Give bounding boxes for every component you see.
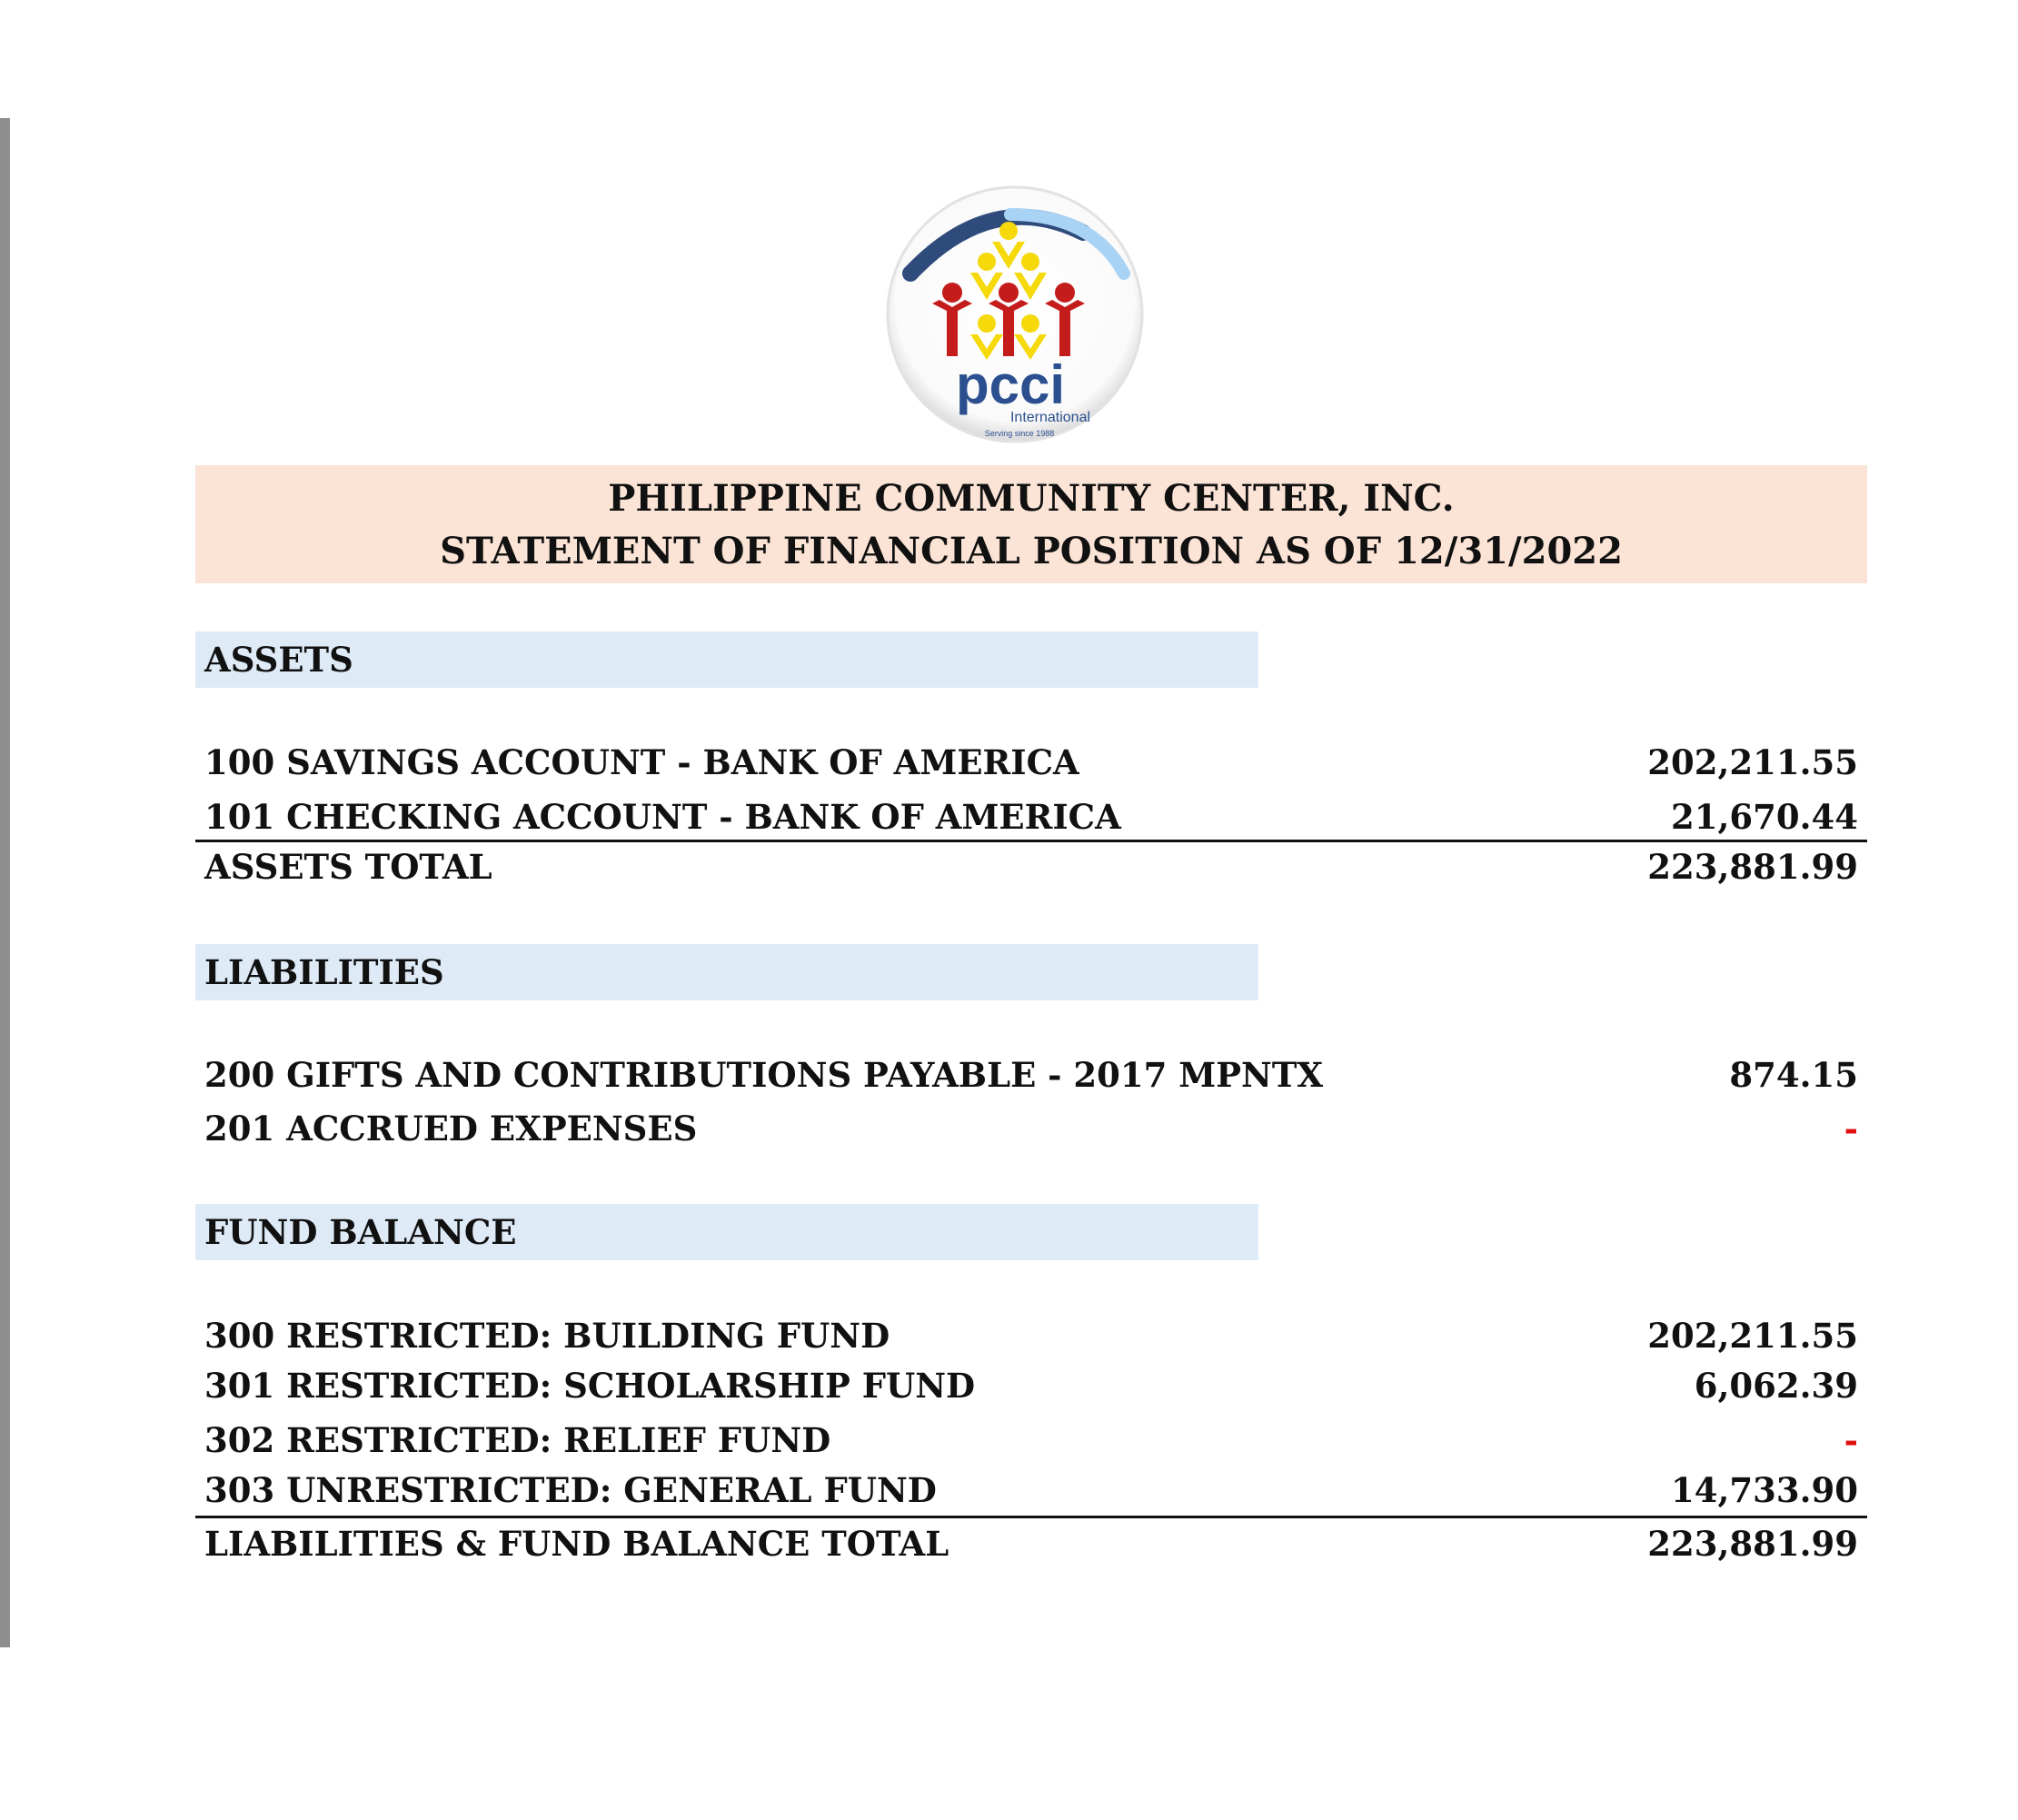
table-row	[195, 740, 1867, 785]
table-row	[195, 1363, 1867, 1408]
table-row	[195, 1417, 1867, 1463]
total-label: ASSETS TOTAL	[204, 847, 492, 887]
account-amount: 874.15	[1729, 1055, 1858, 1095]
account-amount: -	[1844, 1420, 1858, 1460]
account-amount: 202,211.55	[1647, 1316, 1858, 1356]
assets-heading: ASSETS	[195, 632, 1258, 688]
account-label: 101 CHECKING ACCOUNT - BANK OF AMERICA	[204, 797, 1121, 837]
total-rule	[195, 1516, 1867, 1518]
logo-tagline: Serving since 1988	[984, 429, 1055, 438]
statement-title: STATEMENT OF FINANCIAL POSITION AS OF 12/31/2022	[440, 530, 1623, 572]
account-amount: 21,670.44	[1671, 797, 1858, 837]
assets-total-row	[195, 844, 1867, 890]
logo-wordmark: pcci	[955, 354, 1066, 415]
account-label: 201 ACCRUED EXPENSES	[204, 1109, 698, 1149]
account-amount: -	[1844, 1109, 1858, 1149]
account-amount: 6,062.39	[1694, 1366, 1858, 1406]
table-row	[195, 794, 1867, 840]
account-label: 200 GIFTS AND CONTRIBUTIONS PAYABLE - 2017 MPNTX	[204, 1055, 1324, 1095]
pcci-logo	[874, 178, 1147, 451]
liabilities-fund-total-row	[195, 1521, 1867, 1566]
org-name: PHILIPPINE COMMUNITY CENTER, INC.	[608, 477, 1455, 520]
fund-balance-heading: FUND BALANCE	[195, 1204, 1258, 1260]
logo-subline: International	[1009, 410, 1091, 425]
table-row	[195, 1052, 1867, 1098]
account-amount: 14,733.90	[1671, 1470, 1858, 1510]
account-label: 302 RESTRICTED: RELIEF FUND	[204, 1420, 831, 1460]
table-row	[195, 1467, 1867, 1513]
page-left-border	[0, 118, 10, 1647]
liabilities-heading: LIABILITIES	[195, 944, 1258, 1000]
table-row	[195, 1313, 1867, 1358]
total-label: LIABILITIES & FUND BALANCE TOTAL	[204, 1524, 949, 1564]
account-label: 300 RESTRICTED: BUILDING FUND	[204, 1316, 890, 1356]
statement-title-band	[195, 465, 1867, 583]
table-row	[195, 1106, 1867, 1151]
account-label: 100 SAVINGS ACCOUNT - BANK OF AMERICA	[204, 742, 1079, 782]
total-amount: 223,881.99	[1647, 847, 1858, 887]
pcci-logo-graphic	[874, 178, 1147, 451]
total-amount: 223,881.99	[1647, 1524, 1858, 1564]
account-label: 301 RESTRICTED: SCHOLARSHIP FUND	[204, 1366, 976, 1406]
account-label: 303 UNRESTRICTED: GENERAL FUND	[204, 1470, 937, 1510]
total-rule	[195, 840, 1867, 842]
account-amount: 202,211.55	[1647, 742, 1858, 782]
